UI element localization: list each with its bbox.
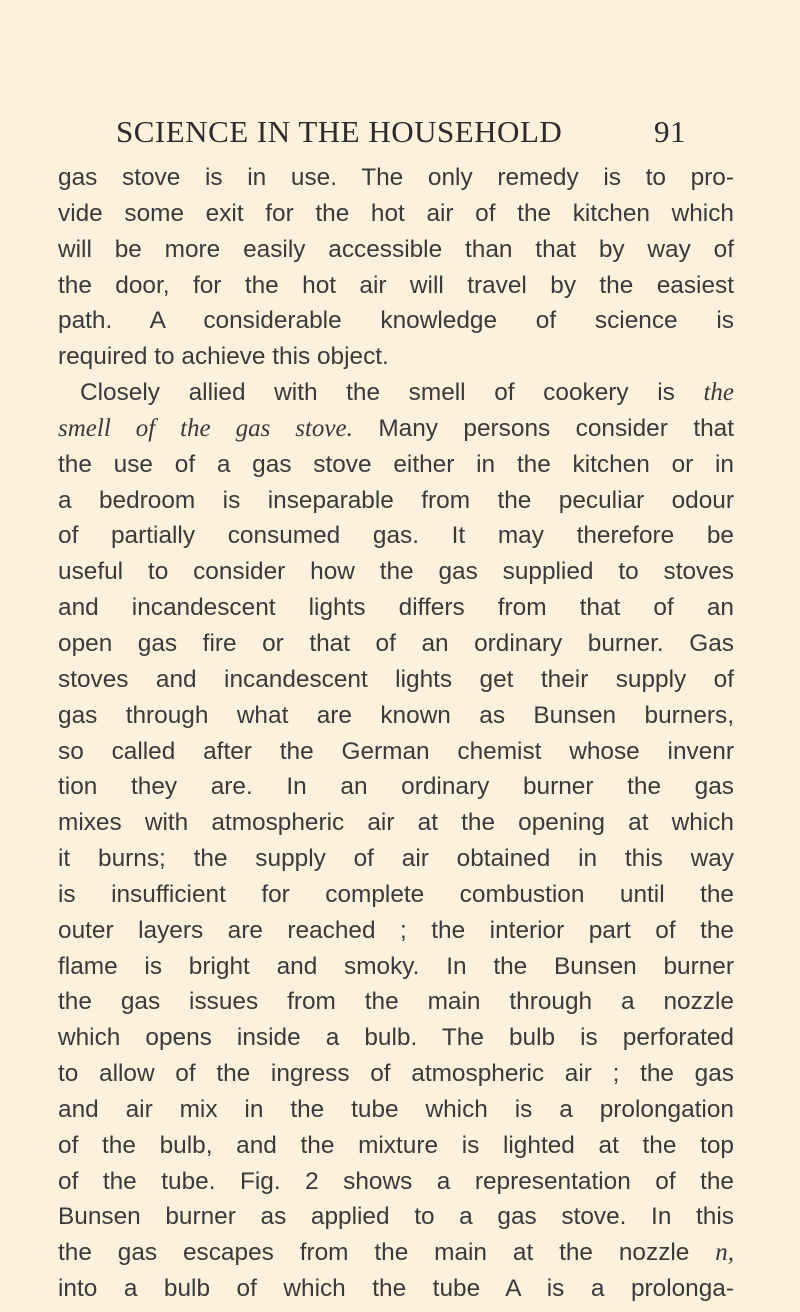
body-text: [58, 160, 734, 1307]
text-line: which opens inside a bulb. The bulb is perforated: [58, 1024, 734, 1052]
text-line: Bunsen burner as applied to a gas stove. In this: [58, 1203, 734, 1231]
text-line: path. A considerable knowledge of science is: [58, 307, 734, 335]
text-line: gas stove is in use. The only remedy is to pro-: [58, 164, 734, 191]
text-line: the gas escapes from the main at the nozzle n,: [58, 1239, 734, 1267]
text-line: tion they are. In an ordinary burner the gas: [58, 773, 734, 801]
text-line: stoves and incandescent lights get their supply of: [58, 665, 734, 693]
text-line: the gas issues from the main through a nozzle: [58, 988, 734, 1016]
text-line: is insufficient for complete combustion until the: [58, 880, 734, 908]
text-line: flame is bright and smoky. In the Bunsen burner: [58, 952, 734, 980]
text-line: useful to consider how the gas supplied to stoves: [58, 558, 734, 586]
running-head: [116, 114, 686, 154]
italic-phrase: the: [703, 379, 734, 407]
text-line: of the bulb, and the mixture is lighted at the top: [58, 1131, 734, 1159]
text-line: so called after the German chemist whose invenr: [58, 737, 734, 765]
text-line: the use of a gas stove either in the kitchen or in: [58, 450, 734, 478]
text-line: it burns; the supply of air obtained in this way: [58, 845, 734, 873]
text-line: smell of the gas stove. Many persons consider that: [58, 414, 734, 442]
text-line: will be more easily accessible than that by way of: [58, 235, 734, 263]
text-line: of partially consumed gas. It may therefore be: [58, 522, 734, 550]
text-line: to allow of the ingress of atmospheric air ; the gas: [58, 1060, 734, 1088]
text-line: of the tube. Fig. 2 shows a representation of the: [58, 1167, 734, 1195]
text-line: outer layers are reached ; the interior part of the: [58, 916, 734, 944]
text-line: open gas fire or that of an ordinary burner. Gas: [58, 629, 734, 657]
italic-phrase: n,: [715, 1239, 734, 1267]
text-line: a bedroom is inseparable from the peculiar odour: [58, 486, 734, 514]
text-line: Closely allied with the smell of cookery is the: [80, 379, 734, 407]
page-number: 91: [654, 114, 686, 149]
text-line: vide some exit for the hot air of the kitchen which: [58, 199, 734, 227]
text-line: required to achieve this object.: [58, 343, 389, 371]
text-line: and air mix in the tube which is a prolongation: [58, 1095, 734, 1123]
text-line: into a bulb of which the tube A is a prolonga-: [58, 1275, 734, 1303]
italic-phrase: smell of the gas stove.: [58, 414, 353, 442]
text-line: mixes with atmospheric air at the opening at which: [58, 809, 734, 837]
running-head-title: SCIENCE IN THE HOUSEHOLD: [116, 114, 563, 149]
text-line: gas through what are known as Bunsen burners,: [58, 701, 734, 729]
text-line: and incandescent lights differs from that of an: [58, 594, 734, 622]
text-line: the door, for the hot air will travel by the easiest: [58, 271, 734, 299]
